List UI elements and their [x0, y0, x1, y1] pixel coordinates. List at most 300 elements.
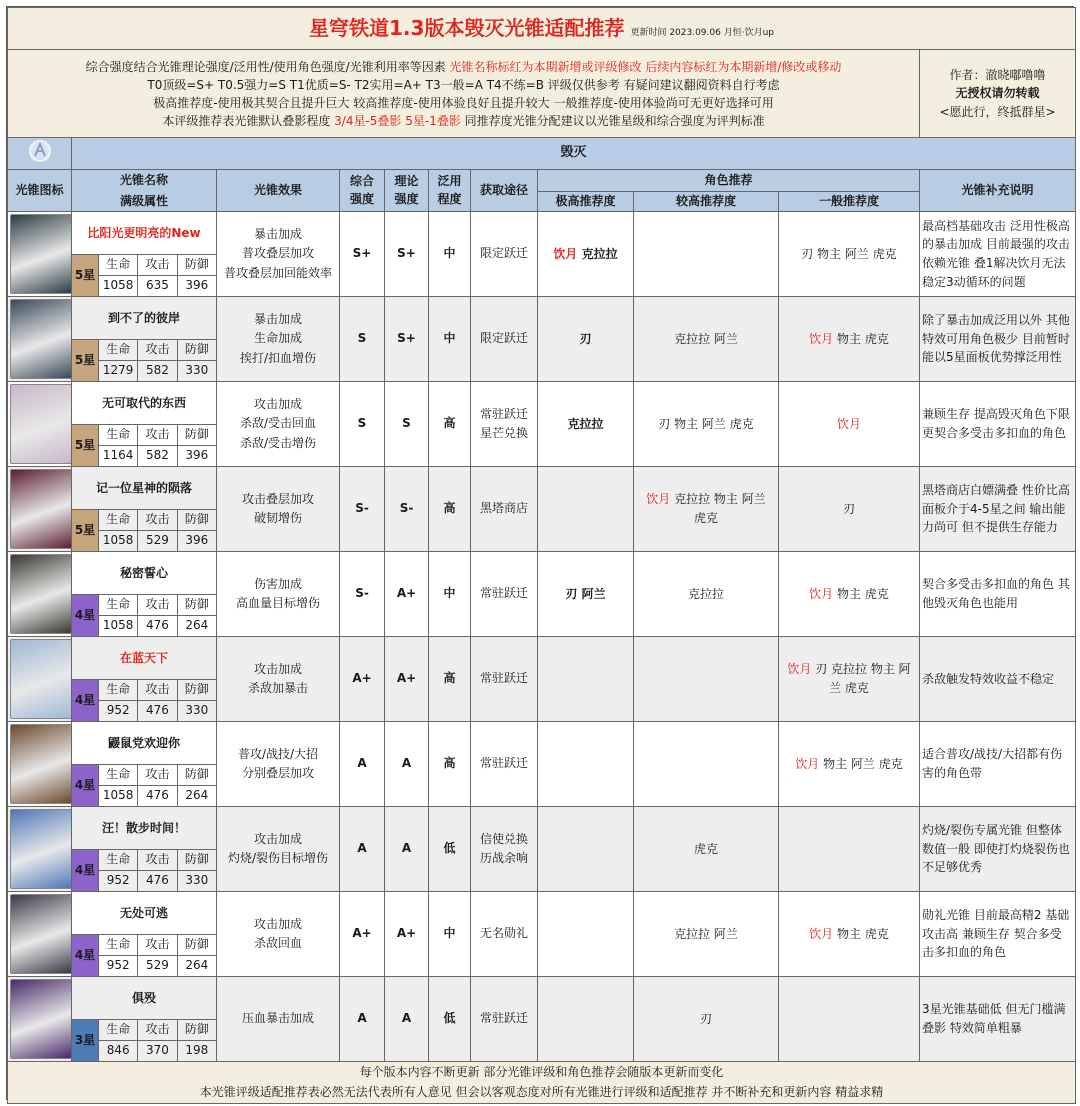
stat-value: 1058 — [102, 788, 134, 803]
role-name: 刃 物主 阿兰 虎克 — [658, 416, 754, 431]
header-role: 角色推荐 — [538, 170, 920, 192]
lightcone-name-text: 无可取代的东西 — [101, 396, 186, 410]
overall-grade: A — [340, 807, 385, 892]
theory-grade: S+ — [385, 297, 429, 382]
rec-low — [779, 467, 920, 552]
note-cell: 契合多受击多扣血的角色 其他毁灭角色也能用 — [920, 552, 1076, 637]
title-bar — [8, 8, 1076, 50]
lightcone-art-icon — [10, 979, 72, 1059]
role-name: 饮月 — [809, 331, 834, 346]
usage-level: 中 — [429, 212, 471, 297]
footer — [8, 1062, 1076, 1104]
effect-line: 普攻/战技/大招 — [237, 746, 319, 761]
rarity-badge: 3星 — [72, 1020, 99, 1061]
role-name: 克拉拉 — [577, 246, 618, 261]
usage-level: 高 — [429, 722, 471, 807]
table-row — [8, 382, 1076, 467]
stat-value: 264 — [185, 618, 209, 633]
name-cell — [72, 382, 217, 467]
source-cell — [471, 637, 538, 722]
effect-line: 杀敌加暴击 — [247, 681, 308, 695]
header-low: 一般推荐度 — [779, 192, 920, 212]
icon-cell — [8, 892, 72, 977]
rarity-badge: 5星 — [72, 340, 99, 381]
role-name: 克拉拉 — [687, 586, 724, 601]
stat-label: 生命 — [99, 765, 137, 786]
intro-line: T0顶级=S+ T0.5强力=S T1优质=S- T2实用=A+ T3一般=A T4不练=B 评级仅供参考 有疑问建议翻阅资料自行考虑 — [147, 77, 780, 92]
note-cell: 灼烧/裂伤专属光锥 但整体数值一般 即使打灼烧裂伤也不足够优秀 — [920, 807, 1076, 892]
icon-cell — [8, 722, 72, 807]
stat-atk — [138, 595, 177, 636]
source-line: 常驻跃迁 — [479, 671, 528, 686]
rec-high — [538, 637, 634, 722]
role-name: 刃 物主 阿兰 虎克 — [801, 246, 897, 261]
stat-label: 攻击 — [138, 850, 176, 871]
effect-cell — [217, 892, 340, 977]
lightcone-art-icon — [10, 809, 72, 889]
rec-low — [779, 212, 920, 297]
rec-mid — [634, 212, 779, 297]
rarity-badge: 4星 — [72, 850, 99, 891]
stat-label: 防御 — [178, 765, 216, 786]
role-name: 饮月 — [809, 586, 834, 601]
role-name: 克拉拉 物主 阿兰 虎克 — [670, 492, 766, 525]
effect-line: 挨打/扣血增伤 — [239, 350, 317, 365]
intro-line: 综合强度结合光锥理论强度/泛用性/使用角色强度/光锥利用率等因素 光锥名称标红为本期新增或评级修改 后续内容标红为本期新增/修改或移动 — [85, 59, 842, 74]
effect-line: 攻击叠层加攻 — [241, 491, 314, 506]
stat-label: 生命 — [99, 255, 137, 276]
header-theory: 理论 强度 — [385, 170, 429, 212]
header-usage: 泛用 程度 — [429, 170, 471, 212]
effect-line: 高血量目标增伤 — [235, 596, 320, 610]
usage-level: 中 — [429, 297, 471, 382]
note-cell: 最高档基础攻击 泛用性极高的暴击加成 目前最强的攻击依赖光锥 叠1解决饮月无法稳定3动循环的问题 — [920, 212, 1076, 297]
destruction-emblem-icon — [27, 139, 53, 163]
rarity-badge: 4星 — [72, 765, 99, 806]
lightcone-name-text: 比阳光更明亮的 — [87, 226, 172, 240]
icon-cell — [8, 467, 72, 552]
lightcone-art-icon — [10, 639, 72, 719]
usage-level: 高 — [429, 382, 471, 467]
role-name: 克拉拉 阿兰 — [674, 926, 738, 941]
stat-label: 防御 — [178, 425, 216, 446]
stat-value: 1058 — [102, 533, 134, 548]
motto: <愿此行，终抵群星> — [939, 104, 1056, 119]
rec-high — [538, 977, 634, 1062]
source-cell — [471, 722, 538, 807]
rec-mid — [634, 297, 779, 382]
source-line: 常驻跃迁 — [479, 586, 528, 601]
icon-cell — [8, 807, 72, 892]
header-name: 光锥名称 — [72, 170, 217, 192]
icon-cell — [8, 212, 72, 297]
overall-grade: A+ — [340, 637, 385, 722]
stats — [99, 935, 216, 976]
stat-label: 防御 — [178, 255, 216, 276]
table-row — [8, 297, 1076, 382]
role-name: 刃 — [579, 331, 592, 346]
tier-table — [7, 7, 1076, 1104]
stat-atk — [138, 850, 177, 891]
rec-high — [538, 212, 634, 297]
stat-atk — [138, 935, 177, 976]
stat-value: 582 — [146, 363, 169, 378]
stat-def — [178, 340, 216, 381]
stat-def — [178, 765, 216, 806]
stat-label: 防御 — [178, 1020, 216, 1041]
stat-value: 582 — [146, 448, 169, 463]
role-name: 饮月 — [795, 756, 820, 771]
table-row — [8, 552, 1076, 637]
overall-grade: S- — [340, 467, 385, 552]
stat-def — [178, 510, 216, 551]
stat-value: 952 — [106, 873, 130, 888]
header-effect: 光锥效果 — [217, 170, 340, 212]
lightcone-name — [72, 977, 216, 1019]
stats — [99, 510, 216, 551]
lightcone-name-text: 鼹鼠党欢迎你 — [107, 736, 180, 750]
header-icon: 光锥图标 — [8, 170, 72, 212]
note-cell: 除了暴击加成泛用以外 其他特效可用角色极少 目前暂时能以5星面板优势撑泛用性 — [920, 297, 1076, 382]
table-row — [8, 807, 1076, 892]
role-name: 饮月 — [646, 492, 671, 507]
stat-value: 330 — [185, 703, 209, 718]
rec-mid — [634, 637, 779, 722]
lightcone-art-icon — [10, 554, 72, 634]
stat-value: 952 — [106, 958, 130, 973]
theory-grade: S+ — [385, 212, 429, 297]
effect-cell — [217, 382, 340, 467]
stat-value: 1164 — [102, 448, 134, 463]
theory-grade: A+ — [385, 637, 429, 722]
intro-line: 本评级推荐表光锥默认叠影程度 3/4星-5叠影 5星-1叠影 同推荐度光锥分配建议以光锥星级和综合强度为评判标准 — [162, 113, 765, 128]
lightcone-name-text: 秘密誓心 — [119, 566, 168, 580]
lightcone-name — [72, 467, 216, 509]
role-name: 物主 虎克 — [833, 926, 889, 941]
role-name: 刃 — [842, 501, 855, 516]
usage-level: 中 — [429, 892, 471, 977]
header-source: 获取途径 — [471, 170, 538, 212]
lightcone-name — [72, 212, 216, 254]
source-line: 星芒兑换 — [479, 426, 528, 440]
role-name: 虎克 — [693, 841, 718, 856]
effect-line: 灼烧/裂伤目标增伤 — [227, 851, 329, 865]
name-block — [72, 892, 216, 976]
table-row — [8, 212, 1076, 297]
stat-label: 生命 — [99, 510, 137, 531]
stat-value: 264 — [185, 958, 209, 973]
lightcone-name-text: 汪！散步时间！ — [101, 821, 186, 835]
author-block — [920, 50, 1076, 138]
stat-def — [178, 935, 216, 976]
footer-line: 每个版本内容不断更新 部分光锥评级和角色推荐会随版本更新而变化 — [359, 1065, 724, 1080]
stat-value: 330 — [185, 873, 209, 888]
stat-block — [72, 849, 216, 891]
rarity-badge: 4星 — [72, 595, 99, 636]
effect-line: 普攻叠层加攻 — [241, 246, 314, 261]
stat-value: 476 — [146, 873, 169, 888]
effect-line: 破韧增伤 — [253, 511, 302, 525]
name-block — [72, 637, 216, 721]
note-cell: 3星光锥基础低 但无门槛满叠影 特效简单粗暴 — [920, 977, 1076, 1062]
rec-mid — [634, 552, 779, 637]
stat-value: 1279 — [102, 363, 134, 378]
stats — [99, 765, 216, 806]
lightcone-name-text: 无处可逃 — [119, 906, 168, 920]
source-line: 限定跃迁 — [479, 246, 528, 261]
effect-cell — [217, 212, 340, 297]
usage-level: 中 — [429, 552, 471, 637]
rec-mid — [634, 382, 779, 467]
effect-line: 暴击加成 — [253, 227, 302, 242]
lightcone-name — [72, 552, 216, 594]
stat-block — [72, 764, 216, 806]
name-block — [72, 297, 216, 381]
rec-high — [538, 807, 634, 892]
note-cell: 杀敌触发特效收益不稳定 — [920, 637, 1076, 722]
note-cell: 勋礼光锥 目前最高精2 基础攻击高 兼顾生存 契合多受击多扣血的角色 — [920, 892, 1076, 977]
lightcone-name — [72, 637, 216, 679]
stat-label: 生命 — [99, 935, 137, 956]
stats — [99, 340, 216, 381]
effect-line: 暴击加成 — [253, 312, 302, 327]
rarity-badge: 5星 — [72, 425, 99, 466]
effect-cell — [217, 637, 340, 722]
name-cell — [72, 297, 217, 382]
stat-hp — [99, 680, 138, 721]
icon-cell — [8, 637, 72, 722]
stat-value: 264 — [185, 788, 209, 803]
stat-value: 370 — [146, 1043, 169, 1058]
stat-def — [178, 680, 216, 721]
rec-low — [779, 637, 920, 722]
stats — [99, 425, 216, 466]
usage-level: 高 — [429, 637, 471, 722]
role-name: 饮月 — [553, 246, 578, 261]
stat-block — [72, 1019, 216, 1061]
effect-line: 分别叠层加攻 — [241, 766, 314, 780]
name-cell — [72, 637, 217, 722]
header-note: 光锥补充说明 — [920, 170, 1076, 212]
table-row — [8, 467, 1076, 552]
stat-value: 1058 — [102, 618, 134, 633]
usage-level: 低 — [429, 807, 471, 892]
stat-hp — [99, 1020, 138, 1061]
author-name: 作者：澈晓嘟噜噜 — [949, 67, 1046, 82]
overall-grade: S — [340, 382, 385, 467]
name-block — [72, 467, 216, 551]
stat-value: 476 — [146, 618, 169, 633]
stat-hp — [99, 510, 138, 551]
rec-high — [538, 467, 634, 552]
name-block — [72, 552, 216, 636]
stat-block — [72, 509, 216, 551]
name-block — [72, 722, 216, 806]
stat-label: 攻击 — [138, 510, 176, 531]
stats — [99, 680, 216, 721]
role-name: 刃 — [699, 1011, 712, 1026]
source-cell — [471, 977, 538, 1062]
name-block — [72, 382, 216, 466]
stat-label: 防御 — [178, 935, 216, 956]
intro-line: 极高推荐度-使用极其契合且提升巨大 较高推荐度-使用体验良好且提升较大 一般推荐度-使用体验尚可无更好选择可用 — [153, 95, 774, 110]
effect-line: 攻击加成 — [253, 397, 302, 412]
lightcone-art-icon — [10, 384, 72, 464]
source-cell — [471, 892, 538, 977]
rec-high — [538, 552, 634, 637]
effect-line: 杀敌/受击回血 — [239, 416, 317, 431]
stat-atk — [138, 425, 177, 466]
stat-def — [178, 850, 216, 891]
source-line: 常驻跃迁 — [479, 406, 528, 421]
stat-label: 防御 — [178, 340, 216, 361]
source-cell — [471, 552, 538, 637]
header-mid: 较高推荐度 — [634, 192, 779, 212]
effect-cell — [217, 722, 340, 807]
stat-block — [72, 424, 216, 466]
stat-value: 529 — [146, 533, 169, 548]
role-name: 克拉拉 阿兰 — [674, 331, 738, 346]
effect-cell — [217, 977, 340, 1062]
effect-cell — [217, 297, 340, 382]
name-block — [72, 977, 216, 1061]
role-name: 物主 阿兰 虎克 — [819, 756, 903, 771]
lightcone-art-icon — [10, 894, 72, 974]
stat-hp — [99, 935, 138, 976]
role-name: 饮月 — [787, 662, 812, 677]
stat-value: 635 — [146, 278, 169, 293]
usage-level: 低 — [429, 977, 471, 1062]
rarity-badge: 5星 — [72, 255, 99, 296]
stat-value: 1058 — [102, 278, 134, 293]
name-cell — [72, 977, 217, 1062]
source-cell — [471, 297, 538, 382]
stat-label: 攻击 — [138, 1020, 176, 1041]
stat-label: 生命 — [99, 1020, 137, 1041]
stat-label: 攻击 — [138, 425, 176, 446]
name-block — [72, 807, 216, 891]
lightcone-name — [72, 807, 216, 849]
source-line: 常驻跃迁 — [479, 1011, 528, 1026]
lightcone-art-icon — [10, 724, 72, 804]
effect-line: 压血暴击加成 — [241, 1011, 314, 1026]
stat-def — [178, 595, 216, 636]
header-attr: 满级属性 — [72, 192, 217, 212]
stat-label: 攻击 — [138, 935, 176, 956]
stat-value: 846 — [106, 1043, 130, 1058]
effect-line: 普攻叠层加回能效率 — [223, 265, 332, 280]
stat-hp — [99, 340, 138, 381]
role-name: 物主 虎克 — [833, 331, 889, 346]
effect-line: 杀敌回血 — [253, 936, 302, 950]
stat-block — [72, 594, 216, 636]
role-name: 物主 虎克 — [833, 586, 889, 601]
stat-block — [72, 679, 216, 721]
stat-label: 攻击 — [138, 595, 176, 616]
theory-grade: A — [385, 977, 429, 1062]
note-cell: 兼顾生存 提高毁灭角色下限 更契合多受击多扣血的角色 — [920, 382, 1076, 467]
lightcone-art-icon — [10, 299, 72, 379]
effect-cell — [217, 467, 340, 552]
stat-value: 396 — [185, 533, 209, 548]
update-time: 更新时间 2023.09.06 月恒·饮月up — [630, 28, 774, 38]
stat-block — [72, 254, 216, 296]
stat-value: 396 — [185, 278, 209, 293]
overall-grade: A — [340, 722, 385, 807]
icon-cell — [8, 382, 72, 467]
lightcone-name — [72, 297, 216, 339]
rec-high — [538, 382, 634, 467]
effect-line: 伤害加成 — [253, 576, 302, 591]
role-name: 刃 克拉拉 物主 阿兰 虎克 — [811, 662, 911, 695]
theory-grade: A — [385, 722, 429, 807]
stats — [99, 595, 216, 636]
stat-atk — [138, 340, 177, 381]
icon-cell — [8, 297, 72, 382]
name-cell — [72, 467, 217, 552]
intro-block — [8, 50, 920, 138]
table-row — [8, 977, 1076, 1062]
source-line: 常驻跃迁 — [479, 756, 528, 771]
stat-value: 476 — [146, 788, 169, 803]
lightcone-name — [72, 382, 216, 424]
stat-def — [178, 255, 216, 296]
stat-value: 529 — [146, 958, 169, 973]
lightcone-name — [72, 892, 216, 934]
effect-cell — [217, 807, 340, 892]
rec-low — [779, 722, 920, 807]
source-cell — [471, 382, 538, 467]
stat-atk — [138, 510, 177, 551]
rarity-badge: 5星 — [72, 510, 99, 551]
theory-grade: A — [385, 807, 429, 892]
source-cell — [471, 807, 538, 892]
header-high: 极高推荐度 — [538, 192, 634, 212]
lightcone-name-text: 在蓝天下 — [119, 651, 168, 665]
stat-label: 攻击 — [138, 765, 176, 786]
stat-block — [72, 934, 216, 976]
theory-grade: A+ — [385, 892, 429, 977]
stat-hp — [99, 425, 138, 466]
overall-grade: A+ — [340, 892, 385, 977]
stat-hp — [99, 765, 138, 806]
stat-label: 攻击 — [138, 255, 176, 276]
rec-low — [779, 382, 920, 467]
effect-cell — [217, 552, 340, 637]
overall-grade: S+ — [340, 212, 385, 297]
stat-label: 生命 — [99, 850, 137, 871]
rec-high — [538, 722, 634, 807]
overall-grade: S — [340, 297, 385, 382]
usage-level: 高 — [429, 467, 471, 552]
stat-label: 生命 — [99, 425, 137, 446]
lightcone-name — [72, 722, 216, 764]
stats — [99, 850, 216, 891]
path-title: 毁灭 — [72, 138, 1076, 170]
overall-grade: S- — [340, 552, 385, 637]
stat-block — [72, 339, 216, 381]
rec-high — [538, 297, 634, 382]
lightcone-name-text: 到不了的彼岸 — [107, 311, 180, 325]
name-cell — [72, 722, 217, 807]
stat-atk — [138, 1020, 177, 1061]
rec-mid — [634, 892, 779, 977]
role-name: 饮月 — [836, 416, 861, 431]
source-line: 限定跃迁 — [479, 331, 528, 346]
stat-def — [178, 425, 216, 466]
theory-grade: S- — [385, 467, 429, 552]
stat-value: 952 — [106, 703, 130, 718]
